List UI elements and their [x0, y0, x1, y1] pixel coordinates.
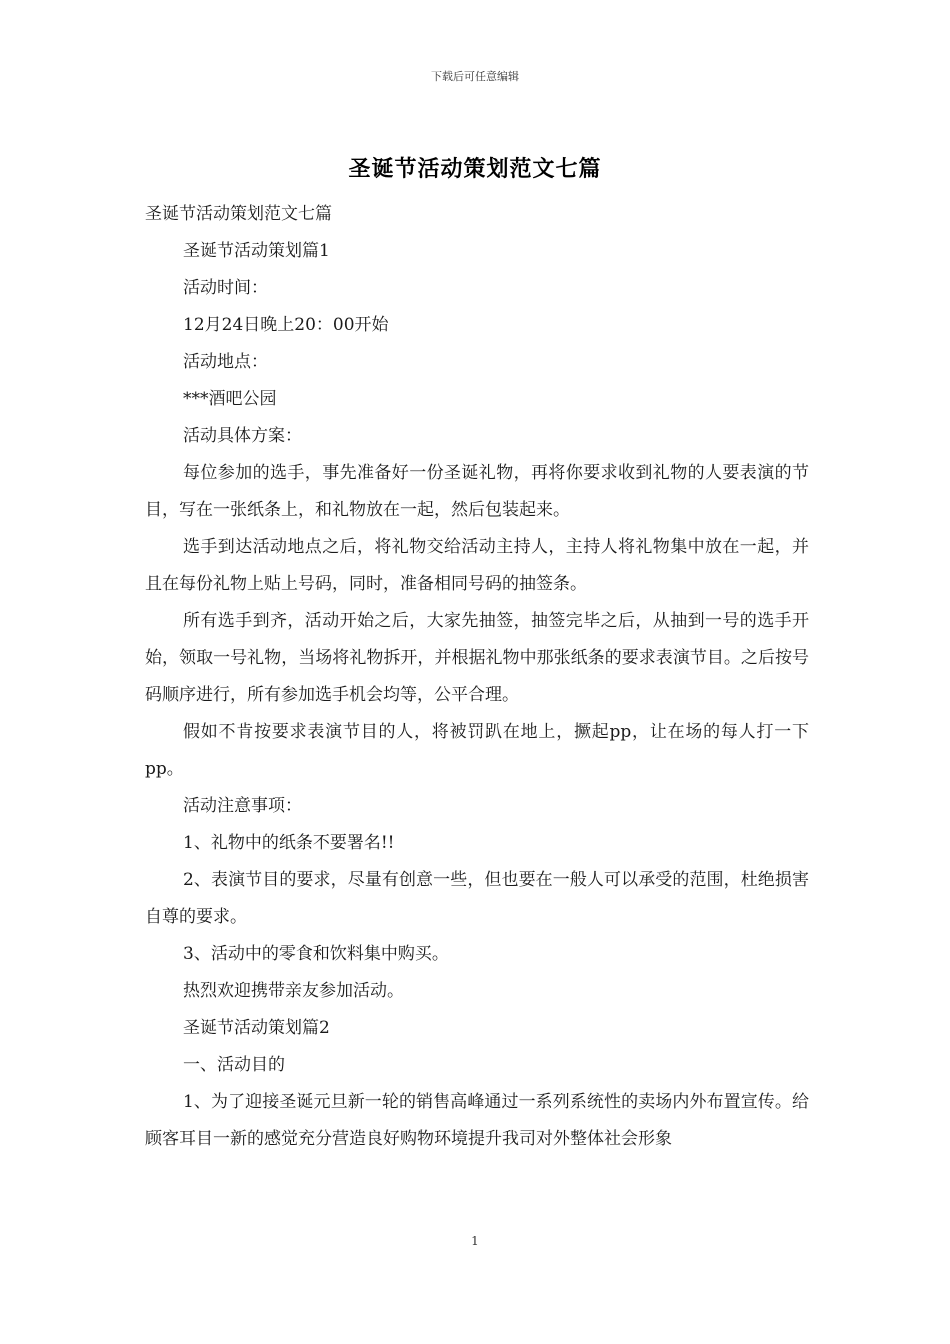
section-heading: 圣诞节活动策划篇2: [183, 1018, 330, 1038]
paragraph: 活动时间：: [183, 278, 268, 298]
document-body: [145, 196, 809, 1158]
paragraph: 每位参加的选手，事先准备好一份圣诞礼物，再将你要求收到礼物的人要表演的节目，写在一张纸条上，和礼物放在一起，然后包装起来。: [145, 463, 809, 520]
paragraph: 12月24日晚上20：00开始: [183, 315, 389, 335]
paragraph: 所有选手到齐，活动开始之后，大家先抽签，抽签完毕之后，从抽到一号的选手开始，领取一号礼物，当场将礼物拆开，并根据礼物中那张纸条的要求表演节目。之后按号码顺序进行，所有参加选手机会均等，公平合理。: [145, 611, 809, 705]
paragraph: 假如不肯按要求表演节目的人，将被罚趴在地上，撅起pp，让在场的每人打一下pp。: [145, 722, 809, 779]
paragraph: 活动注意事项：: [183, 796, 302, 816]
subtitle-line: 圣诞节活动策划范文七篇: [145, 204, 332, 224]
paragraph: 2、表演节目的要求，尽量有创意一些，但也要在一般人可以承受的范围，杜绝损害自尊的要求。: [145, 870, 809, 927]
paragraph: 活动具体方案：: [183, 426, 302, 446]
paragraph: 3、活动中的零食和饮料集中购买。: [183, 944, 449, 964]
paragraph: 热烈欢迎携带亲友参加活动。: [183, 981, 404, 1001]
paragraph: 活动地点：: [183, 352, 268, 372]
header-note: 下载后可任意编辑: [431, 70, 519, 83]
paragraph: 1、为了迎接圣诞元旦新一轮的销售高峰通过一系列系统性的卖场内外布置宣传。给顾客耳目一新的感觉充分营造良好购物环境提升我司对外整体社会形象: [145, 1092, 809, 1149]
section-heading: 圣诞节活动策划篇1: [183, 241, 330, 261]
paragraph: 一、活动目的: [183, 1055, 285, 1075]
page-number: 1: [471, 1234, 479, 1248]
paragraph: 1、礼物中的纸条不要署名!!: [183, 833, 395, 853]
document-title: 圣诞节活动策划范文七篇: [348, 156, 602, 182]
paragraph: 选手到达活动地点之后，将礼物交给活动主持人，主持人将礼物集中放在一起，并且在每份礼物上贴上号码，同时，准备相同号码的抽签条。: [145, 537, 809, 594]
paragraph: ***酒吧公园: [183, 389, 277, 409]
